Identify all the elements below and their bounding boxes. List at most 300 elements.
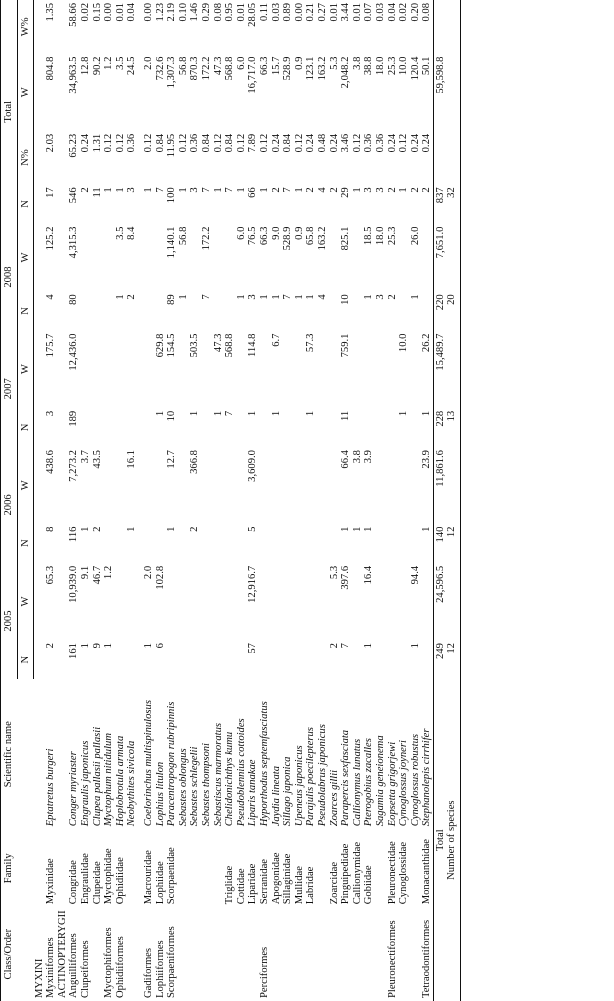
value-cell: 0.9 xyxy=(293,226,305,240)
value-cell: 0.36 xyxy=(374,133,386,153)
class-order-cell xyxy=(236,907,248,1001)
value-cell xyxy=(375,524,387,563)
value-cell xyxy=(138,331,155,408)
family-cell: Cottidae xyxy=(235,868,247,905)
scientific-name-cell: Conger myriaster xyxy=(68,751,80,827)
class-order-cell: Ophidiiformes xyxy=(114,936,126,998)
table-row xyxy=(201,0,213,1001)
value-cell: 8 xyxy=(45,526,57,532)
scientific-name-cell: Pterogobius zacalles xyxy=(363,738,375,827)
value-cell xyxy=(189,224,201,292)
value-cell: 28.05 xyxy=(247,3,259,27)
class-order-cell: Pleuronectiformes xyxy=(386,920,398,998)
table-row xyxy=(398,0,410,1001)
scientific-name-cell: Paracentropogon rubripinnis xyxy=(166,701,178,827)
header-w-percent: W% xyxy=(17,0,34,54)
value-cell: 732.6 xyxy=(154,56,166,81)
scientific-name-cell: Chelidonichthys kumu xyxy=(224,731,236,827)
value-cell: 3 xyxy=(126,187,138,193)
header-n: N xyxy=(17,640,34,679)
table-row xyxy=(34,0,46,1001)
value-cell: 24.5 xyxy=(126,56,138,76)
value-cell xyxy=(294,524,306,563)
table-row xyxy=(271,0,283,1001)
value-cell: 0.24 xyxy=(421,133,433,153)
value-cell xyxy=(305,447,317,524)
value-cell xyxy=(398,447,410,524)
family-cell: Apogonidae xyxy=(270,852,282,905)
value-cell xyxy=(271,447,283,524)
value-cell: 0.00 xyxy=(103,3,115,22)
value-cell: 16.1 xyxy=(126,450,138,469)
value-cell: 29 xyxy=(340,187,352,198)
scientific-name-cell: Neobythites sivicola xyxy=(126,740,138,827)
value-cell: 15.7 xyxy=(270,56,282,76)
value-cell: 1 xyxy=(212,187,224,193)
value-cell xyxy=(103,224,115,292)
value-cell: 7 xyxy=(282,187,294,193)
scientific-name-cell: Sebastes schlegelii xyxy=(189,746,201,827)
value-cell xyxy=(329,447,341,524)
value-cell xyxy=(34,131,46,185)
total-cell: 220 xyxy=(433,291,446,330)
value-cell: 0.12 xyxy=(258,133,270,153)
value-cell: 1 xyxy=(258,187,270,193)
value-cell xyxy=(305,524,317,563)
header-total: Total xyxy=(1,0,18,224)
family-cell: Triglidae xyxy=(224,865,236,905)
total-cell: 7,651.0 xyxy=(433,224,446,292)
value-cell: 3 xyxy=(363,187,375,193)
table-row xyxy=(340,0,352,1001)
table-row xyxy=(421,0,433,1001)
value-cell xyxy=(201,447,213,524)
value-cell: 7,273.2 xyxy=(68,450,80,482)
value-cell xyxy=(352,563,364,640)
scientific-name-cell: Cynoglossus joyneri xyxy=(398,740,410,827)
value-cell xyxy=(34,54,46,131)
family-cell: Lophiidae xyxy=(154,861,166,905)
value-cell: 1 xyxy=(114,294,126,300)
value-cell xyxy=(80,331,92,408)
value-cell xyxy=(201,563,213,640)
value-cell: 0.03 xyxy=(270,3,282,22)
class-order-cell xyxy=(317,907,329,1001)
class-order-cell xyxy=(271,907,283,1001)
family-cell xyxy=(317,829,329,907)
total-cell: 249 xyxy=(433,640,446,679)
value-cell: 5.3 xyxy=(328,56,340,70)
value-cell xyxy=(352,291,364,330)
value-cell xyxy=(126,408,138,447)
table-row xyxy=(375,0,387,1001)
value-cell: 57 xyxy=(247,643,259,654)
value-cell xyxy=(115,563,127,640)
value-cell: 9.0 xyxy=(270,226,282,240)
value-cell xyxy=(57,224,69,292)
value-cell xyxy=(236,331,248,408)
family-cell: Myxinidae xyxy=(45,858,57,905)
value-cell xyxy=(329,524,341,563)
value-cell xyxy=(201,524,213,563)
family-cell: Engraulidae xyxy=(80,853,92,905)
species-count-row xyxy=(446,0,460,1001)
value-cell: 100 xyxy=(166,187,178,204)
family-cell: Labridae xyxy=(305,866,317,905)
value-cell xyxy=(294,331,306,408)
value-cell xyxy=(294,447,306,524)
header-w: W xyxy=(17,563,34,640)
value-cell: 0.36 xyxy=(126,133,138,153)
value-cell: 66.3 xyxy=(258,226,270,246)
value-cell: 0.12 xyxy=(398,133,410,153)
value-cell: 46.7 xyxy=(91,565,103,585)
value-cell xyxy=(138,291,155,330)
value-cell xyxy=(189,291,201,330)
value-cell: 175.7 xyxy=(45,333,57,358)
scientific-name-cell: Sillago japonica xyxy=(282,756,294,827)
value-cell xyxy=(271,524,283,563)
value-cell: 2.19 xyxy=(166,3,178,22)
value-cell xyxy=(387,408,399,447)
value-cell: 0.04 xyxy=(386,3,398,22)
table-row xyxy=(329,0,341,1001)
scientific-name-cell: Stephanolepis cirrhifer xyxy=(421,728,433,827)
species-count-cell: 12 xyxy=(446,524,460,563)
value-cell xyxy=(259,563,271,640)
empty-cell xyxy=(446,563,460,640)
value-cell: 759.1 xyxy=(340,333,352,358)
value-cell: 0.36 xyxy=(189,133,201,153)
species-count-label: Number of species xyxy=(446,679,460,1001)
value-cell: 18.0 xyxy=(374,226,386,246)
value-cell xyxy=(57,524,69,563)
value-cell: 1 xyxy=(80,643,92,649)
value-cell xyxy=(115,408,127,447)
value-cell xyxy=(92,291,104,330)
class-order-cell: Scorpaeniformes xyxy=(166,926,178,998)
header-n: N xyxy=(17,291,34,330)
value-cell: 1 xyxy=(409,643,421,649)
family-cell: Cynoglossidae xyxy=(398,841,410,905)
value-cell: 16.4 xyxy=(363,565,375,585)
value-cell: 2 xyxy=(386,187,398,193)
family-cell xyxy=(57,829,69,907)
value-cell: 161 xyxy=(68,643,80,659)
value-cell: 18.0 xyxy=(374,56,386,76)
value-cell xyxy=(126,331,138,408)
value-cell: 3 xyxy=(45,410,57,417)
value-cell: 1 xyxy=(212,410,224,417)
value-cell: 12,436.0 xyxy=(68,333,80,371)
value-cell: 3.7 xyxy=(80,450,92,464)
value-cell xyxy=(224,447,236,524)
value-cell: 8.4 xyxy=(126,226,138,240)
value-cell xyxy=(294,408,306,447)
value-cell xyxy=(103,524,115,563)
value-cell: 56.8 xyxy=(177,56,189,76)
value-cell xyxy=(352,224,364,292)
scientific-name-cell: Eopsetta grigorjewi xyxy=(386,741,398,827)
value-cell: 3.5 xyxy=(114,56,126,70)
class-order-cell xyxy=(201,907,213,1001)
value-cell xyxy=(271,563,283,640)
family-cell xyxy=(189,829,201,907)
empty-cell xyxy=(446,0,460,54)
value-cell xyxy=(363,331,375,408)
table-row xyxy=(92,0,104,1001)
table-row xyxy=(103,0,115,1001)
value-cell: 0.21 xyxy=(305,3,317,22)
value-cell xyxy=(224,640,236,679)
value-cell: 3.8 xyxy=(351,56,363,70)
value-cell: 6.0 xyxy=(235,226,247,240)
family-cell: Zoarcidae xyxy=(328,861,340,905)
scientific-name-cell: Sebastes thompsoni xyxy=(201,743,212,827)
value-cell: 1.2 xyxy=(103,565,115,580)
scientific-name-cell: Pseudolabrus japonicus xyxy=(316,724,328,827)
value-cell xyxy=(259,408,271,447)
value-cell: 528.9 xyxy=(282,56,294,81)
value-cell: 1 xyxy=(154,410,166,417)
value-cell: 43.5 xyxy=(91,450,103,469)
value-cell: 2 xyxy=(270,187,282,193)
class-order-cell xyxy=(375,907,387,1001)
value-cell xyxy=(375,408,387,447)
value-cell xyxy=(294,563,306,640)
value-cell xyxy=(155,447,167,524)
value-cell: 172.2 xyxy=(201,56,212,81)
value-cell: 9.1 xyxy=(80,565,92,580)
value-cell xyxy=(329,224,341,292)
value-cell xyxy=(178,447,190,524)
value-cell xyxy=(387,331,399,408)
value-cell: 2 xyxy=(328,643,340,649)
value-cell xyxy=(282,408,294,447)
value-cell: 0.84 xyxy=(154,133,166,153)
value-cell xyxy=(57,640,69,679)
value-cell: 2 xyxy=(126,294,138,300)
scientific-name-cell xyxy=(57,679,69,829)
value-cell: 0.36 xyxy=(363,133,375,153)
class-order-cell: Tetraodontiformes xyxy=(421,919,433,998)
value-cell: 7 xyxy=(224,187,236,193)
value-cell: 0.12 xyxy=(212,133,224,153)
value-cell: 2.0 xyxy=(143,56,155,70)
value-cell: 0.08 xyxy=(212,3,224,22)
family-cell: Clupeidae xyxy=(91,861,103,905)
class-order-cell xyxy=(189,907,201,1001)
value-cell: 0.24 xyxy=(386,133,398,153)
value-cell: 0.03 xyxy=(374,3,386,22)
value-cell: 0.24 xyxy=(328,133,340,153)
value-cell xyxy=(34,524,46,563)
value-cell: 1 xyxy=(363,643,375,649)
family-cell: Callionymidae xyxy=(351,841,363,905)
value-cell: 0.12 xyxy=(114,133,126,153)
value-cell: 172.2 xyxy=(201,226,212,251)
value-cell xyxy=(115,331,127,408)
value-cell xyxy=(57,54,69,131)
scientific-name-cell: Parajulis poecilepterus xyxy=(305,727,317,827)
scientific-name-cell: Parapercis sexfasciata xyxy=(340,729,352,827)
value-cell: 154.5 xyxy=(166,333,178,358)
value-cell xyxy=(34,408,46,447)
family-cell xyxy=(34,829,46,907)
value-cell xyxy=(259,331,271,408)
value-cell: 1 xyxy=(270,410,282,417)
value-cell: 25.3 xyxy=(386,226,398,246)
value-cell: 1.31 xyxy=(91,133,103,153)
value-cell xyxy=(103,331,115,408)
scientific-name-cell: Sebastiscus marmoratus xyxy=(212,723,224,827)
value-cell: 94.4 xyxy=(409,565,421,585)
header-year-2006: 2006 xyxy=(1,447,18,563)
value-cell: 2 xyxy=(45,643,57,649)
header-year-2007: 2007 xyxy=(1,331,18,447)
value-cell xyxy=(375,640,387,679)
value-cell xyxy=(375,563,387,640)
family-cell: Sillaginidae xyxy=(282,853,294,905)
value-cell xyxy=(34,184,46,223)
class-order-cell: Anguilliformes xyxy=(68,933,80,998)
table-row xyxy=(259,0,271,1001)
value-cell: 0.02 xyxy=(80,3,92,22)
empty-cell xyxy=(446,54,460,131)
value-cell: 102.8 xyxy=(154,565,166,590)
value-cell xyxy=(317,331,329,408)
value-cell xyxy=(57,331,69,408)
value-cell: 66 xyxy=(247,187,259,198)
value-cell xyxy=(294,640,306,679)
value-cell: 0.84 xyxy=(282,133,294,153)
value-cell: 116 xyxy=(68,526,80,543)
value-cell: 163.2 xyxy=(316,56,328,81)
value-cell: 2 xyxy=(421,187,433,193)
family-cell: Serranidae xyxy=(258,859,270,905)
value-cell: 7 xyxy=(340,643,352,649)
value-cell xyxy=(126,640,138,679)
total-cell: 228 xyxy=(433,408,446,447)
value-cell: 0.00 xyxy=(293,3,305,22)
value-cell xyxy=(410,447,422,524)
value-cell xyxy=(282,524,294,563)
family-cell: Ophidiidae xyxy=(114,857,126,905)
value-cell: 1 xyxy=(398,187,410,193)
empty-cell xyxy=(446,447,460,524)
family-cell xyxy=(126,829,138,907)
total-cell xyxy=(433,131,446,185)
table-row xyxy=(68,0,80,1001)
value-cell: 9 xyxy=(91,643,103,649)
value-cell: 58.66 xyxy=(68,3,80,27)
value-cell xyxy=(317,563,329,640)
table-row xyxy=(317,0,329,1001)
value-cell: 0.20 xyxy=(409,3,421,22)
value-cell xyxy=(410,408,422,447)
value-cell xyxy=(34,224,46,292)
value-cell: 438.6 xyxy=(45,450,57,474)
value-cell: 10.0 xyxy=(398,56,410,76)
family-cell: Gobiidae xyxy=(363,865,375,905)
value-cell: 1 xyxy=(235,294,247,300)
value-cell xyxy=(57,563,69,640)
scientific-name-cell xyxy=(34,679,46,829)
species-count-cell: 13 xyxy=(446,408,460,447)
table-row xyxy=(305,0,317,1001)
value-cell: 12.8 xyxy=(80,56,92,76)
value-cell: 7 xyxy=(201,187,212,193)
value-cell: 0.12 xyxy=(143,133,155,153)
value-cell xyxy=(213,224,225,292)
value-cell: 1 xyxy=(305,294,317,300)
value-cell: 1 xyxy=(351,526,363,532)
value-cell xyxy=(271,640,283,679)
header-n-percent: N% xyxy=(17,131,34,185)
value-cell: 0.02 xyxy=(398,3,410,22)
value-cell xyxy=(282,563,294,640)
value-cell: 2 xyxy=(328,187,340,193)
value-cell: 65.23 xyxy=(68,133,80,158)
value-cell xyxy=(236,640,248,679)
value-cell xyxy=(282,447,294,524)
table-footer xyxy=(433,0,460,1001)
value-cell xyxy=(224,563,236,640)
scientific-name-cell: Callionymus lunatus xyxy=(351,738,363,827)
value-cell: 1 xyxy=(166,526,178,532)
value-cell: 3.5 xyxy=(114,226,126,240)
scientific-name-cell: Hoplobrotula armata xyxy=(114,735,126,827)
value-cell: 3 xyxy=(374,187,386,193)
value-cell xyxy=(80,408,92,447)
value-cell: 0.24 xyxy=(409,133,421,153)
value-cell: 57.3 xyxy=(305,333,317,353)
value-cell: 2 xyxy=(409,187,421,193)
value-cell xyxy=(213,640,225,679)
value-cell: 0.9 xyxy=(293,56,305,70)
table-row xyxy=(236,0,248,1001)
value-cell: 1.46 xyxy=(189,3,201,22)
value-cell: 125.2 xyxy=(45,226,57,251)
value-cell: 189 xyxy=(68,410,80,427)
class-order-cell: MYXINI xyxy=(33,958,45,998)
value-cell xyxy=(305,563,317,640)
value-cell: 10 xyxy=(166,410,178,422)
scientific-name-cell: Clupea pallasii pallasii xyxy=(91,726,103,827)
value-cell: 123.1 xyxy=(305,56,317,81)
value-cell xyxy=(80,291,92,330)
value-cell xyxy=(57,131,69,185)
table-row xyxy=(189,0,201,1001)
value-cell xyxy=(213,447,225,524)
header-year-2008: 2008 xyxy=(1,224,18,331)
value-cell: 2,048.2 xyxy=(340,56,352,89)
value-cell xyxy=(115,447,127,524)
value-cell xyxy=(329,291,341,330)
value-cell xyxy=(178,640,190,679)
value-cell xyxy=(375,447,387,524)
value-cell: 825.1 xyxy=(340,226,352,251)
value-cell xyxy=(138,447,155,524)
value-cell xyxy=(398,640,410,679)
scientific-name-cell: Jaydia lineata xyxy=(270,765,282,827)
scientific-name-cell: Pseudoblennius cottoides xyxy=(235,718,247,827)
value-cell xyxy=(329,408,341,447)
value-cell: 1.35 xyxy=(45,3,57,22)
family-cell: Pinguipedidae xyxy=(340,843,352,905)
value-cell xyxy=(329,331,341,408)
value-cell: 0.24 xyxy=(305,133,317,153)
